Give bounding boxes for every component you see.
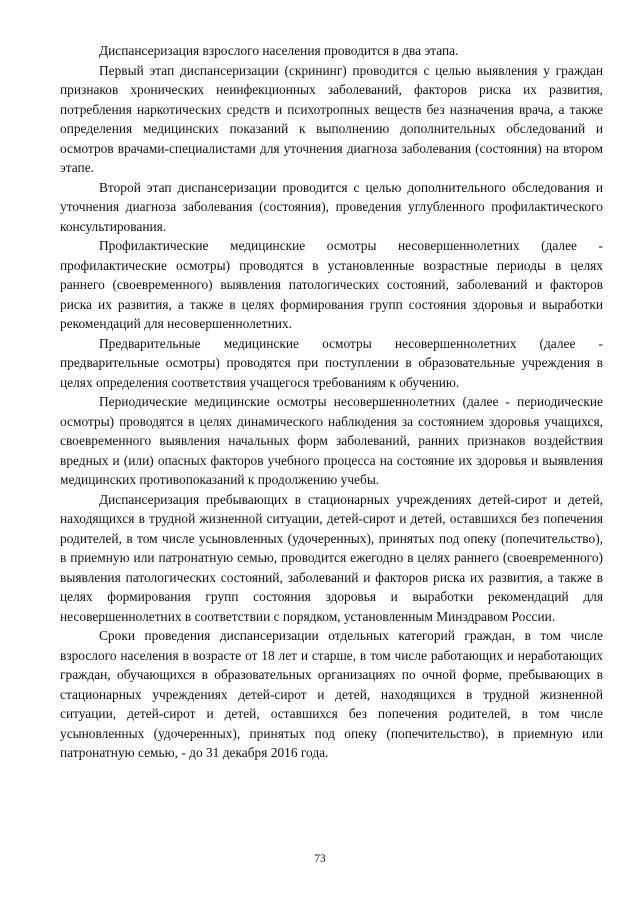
paragraph-dispensarization-stages: Диспансеризация взрослого населения проводится в два этапа.: [99, 43, 459, 58]
paragraph-first-stage: Первый этап диспансеризации (скрининг) проводится с целью выявления у граждан признаков хронических неинфекционных заболеваний, факторов риска их развития, потребления наркотических средств и психотропных веществ без назначения врача, а также определения медицинских показаний к выполнению дополнительных обследований и осмотров врачами-специалистами для уточнения диагноза заболевания (состояния) на втором этапе.: [60, 62, 603, 175]
paragraph-periodic-exams: Периодические медицинские осмотры несовершеннолетних (далее - периодические осмотры) проводятся в целях динамического наблюдения за состоянием здоровья учащихся, своевременного выявления начальных форм заболеваний, ранних признаков воздействия вредных и (или) опасных факторов учебного процесса на состояние их здоровья и выявления медицинских противопоказаний к продолжению учебы.: [60, 394, 603, 487]
paragraph-deadlines: Сроки проведения диспансеризации отдельных категорий граждан, в том числе взрослого населения в возрасте от 18 лет и старше, в том числе работающих и неработающих граждан, обучающихся в образовательных организациях по очной форме, пребывающих в стационарных учреждениях детей-сирот и детей, находящихся в трудной жизненной ситуации, детей-сирот и детей, оставшихся без попечения родителей, в том числе усыновленных (удочеренных), принятых под опеку (попечительство), в приемную или патронатную семью, - до 31 декабря 2016 года.: [60, 628, 603, 760]
paragraph-orphans-dispensarization: Диспансеризация пребывающих в стационарных учреждениях детей-сирот и детей, находящихся в трудной жизненной ситуации, детей-сирот и детей, оставшихся без попечения родителей, в том числе усыновленных (удочеренных), принятых под опеку (попечительство), в приемную или патронатную семью, проводится ежегодно в целях раннего (своевременного) выявления патологических состояний, заболеваний и факторов риска их развития, а также в целях формирования групп состояния здоровья и выработки рекомендаций для несовершеннолетних в соответствии с порядком, установленным Минздравом России.: [60, 491, 603, 624]
paragraph-preliminary-exams: Предварительные медицинские осмотры несовершеннолетних (далее - предварительные осмотры) проводятся при поступлении в образовательные учреждения в целях определения соответствия учащегося требованиям к обучению.: [60, 335, 603, 390]
paragraph-second-stage: Второй этап диспансеризации проводится с целью дополнительного обследования и уточнения диагноза заболевания (состояния), проведения углубленного профилактического консультирования.: [60, 179, 603, 234]
document-body: [60, 41, 603, 763]
paragraph-preventive-exams: Профилактические медицинские осмотры несовершеннолетних (далее - профилактические осмотры) проводятся в установленные возрастные периоды в целях раннего (своевременного) выявления патологических состояний, заболеваний и факторов риска их развития, а также в целях формирования групп состояния здоровья и выработки рекомендаций для несовершеннолетних.: [60, 238, 603, 331]
page-number: 73: [314, 853, 326, 865]
